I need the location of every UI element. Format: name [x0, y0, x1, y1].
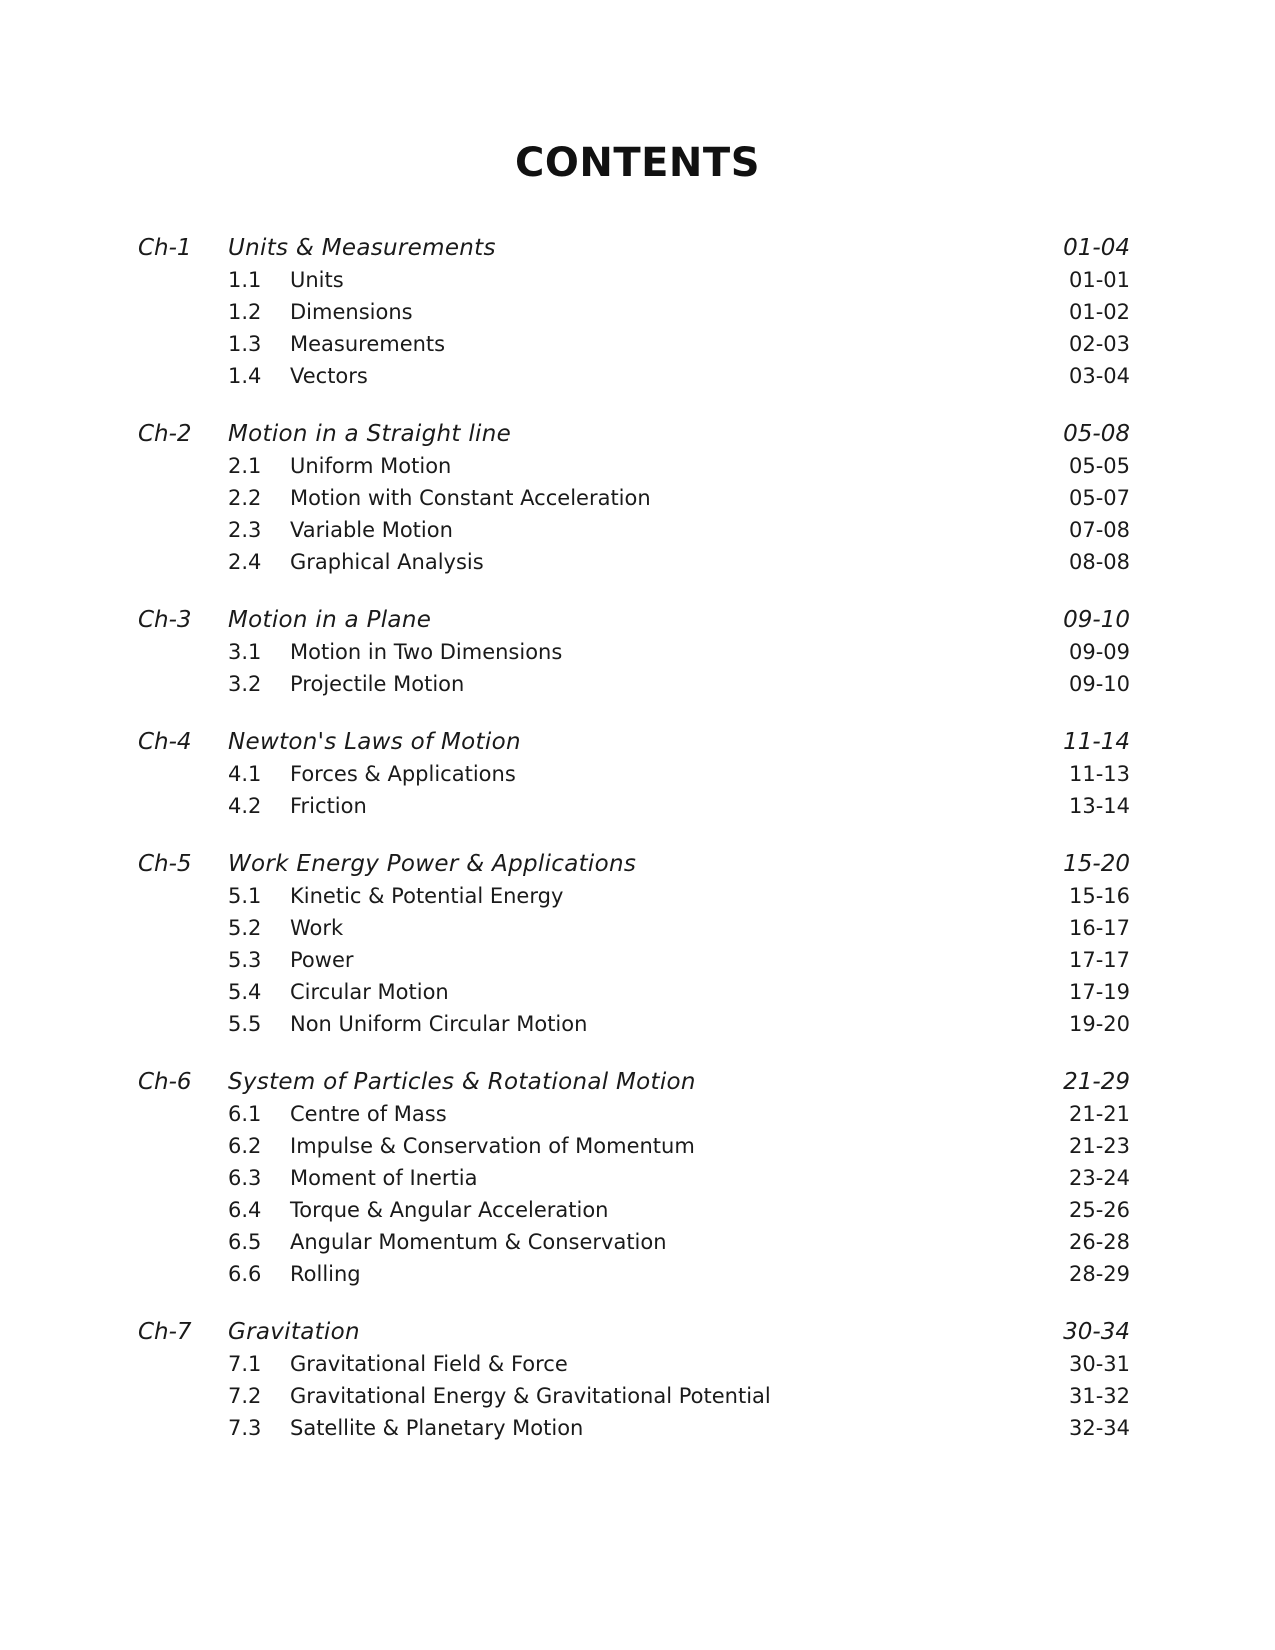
section-pages: 05-07	[1068, 486, 1130, 510]
section-number: 6.5	[228, 1230, 262, 1254]
section-pages: 31-32	[1068, 1384, 1130, 1408]
section-title: Circular Motion	[290, 980, 449, 1004]
chapter-number: Ch-2	[138, 421, 192, 447]
section-number: 1.2	[228, 300, 262, 324]
section-title: Impulse & Conservation of Momentum	[290, 1134, 695, 1158]
section-row[interactable]	[0, 668, 1275, 700]
section-row[interactable]	[0, 880, 1275, 912]
section-number: 7.1	[228, 1352, 262, 1376]
section-number: 3.2	[228, 672, 262, 696]
section-row[interactable]	[0, 1380, 1275, 1412]
chapter-row[interactable]	[0, 604, 1275, 636]
chapter-pages: 11-14	[1063, 729, 1130, 755]
chapter-pages: 05-08	[1063, 421, 1130, 447]
section-title: Dimensions	[290, 300, 413, 324]
section-row[interactable]	[0, 328, 1275, 360]
section-pages: 17-19	[1068, 980, 1130, 1004]
section-number: 5.1	[228, 884, 262, 908]
section-pages: 13-14	[1068, 794, 1130, 818]
section-title: Non Uniform Circular Motion	[290, 1012, 588, 1036]
section-number: 5.3	[228, 948, 262, 972]
section-title: Work	[290, 916, 344, 940]
section-row[interactable]	[0, 1162, 1275, 1194]
section-pages: 21-21	[1068, 1102, 1130, 1126]
section-row[interactable]	[0, 912, 1275, 944]
section-row[interactable]	[0, 1194, 1275, 1226]
chapter-block	[0, 1066, 1275, 1290]
section-title: Gravitational Field & Force	[290, 1352, 568, 1376]
section-row[interactable]	[0, 1258, 1275, 1290]
chapter-row[interactable]	[0, 1066, 1275, 1098]
section-pages: 15-16	[1068, 884, 1130, 908]
section-row[interactable]	[0, 790, 1275, 822]
section-number: 2.4	[228, 550, 262, 574]
section-title: Moment of Inertia	[290, 1166, 478, 1190]
section-number: 2.3	[228, 518, 262, 542]
section-number: 6.2	[228, 1134, 262, 1158]
section-pages: 23-24	[1068, 1166, 1130, 1190]
chapter-row[interactable]	[0, 232, 1275, 264]
section-row[interactable]	[0, 1226, 1275, 1258]
section-row[interactable]	[0, 546, 1275, 578]
section-row[interactable]	[0, 1098, 1275, 1130]
chapter-pages: 09-10	[1063, 607, 1130, 633]
section-row[interactable]	[0, 296, 1275, 328]
chapter-pages: 01-04	[1063, 235, 1130, 261]
section-pages: 30-31	[1068, 1352, 1130, 1376]
table-of-contents	[0, 232, 1275, 1470]
section-pages: 16-17	[1068, 916, 1130, 940]
chapter-title: System of Particles & Rotational Motion	[228, 1069, 696, 1095]
chapter-pages: 15-20	[1063, 851, 1130, 877]
section-number: 2.1	[228, 454, 262, 478]
chapter-number: Ch-6	[138, 1069, 192, 1095]
chapter-number: Ch-5	[138, 851, 192, 877]
section-title: Graphical Analysis	[290, 550, 484, 574]
section-title: Units	[290, 268, 344, 292]
section-number: 6.3	[228, 1166, 262, 1190]
section-title: Motion in Two Dimensions	[290, 640, 563, 664]
section-number: 6.1	[228, 1102, 262, 1126]
section-title: Vectors	[290, 364, 368, 388]
chapter-title: Work Energy Power & Applications	[228, 851, 637, 877]
section-pages: 09-10	[1068, 672, 1130, 696]
section-pages: 08-08	[1068, 550, 1130, 574]
section-title: Satellite & Planetary Motion	[290, 1416, 584, 1440]
chapter-pages: 21-29	[1063, 1069, 1130, 1095]
section-title: Uniform Motion	[290, 454, 452, 478]
section-title: Variable Motion	[290, 518, 453, 542]
chapter-title: Motion in a Straight line	[228, 421, 512, 447]
section-row[interactable]	[0, 758, 1275, 790]
section-pages: 26-28	[1068, 1230, 1130, 1254]
chapter-block	[0, 418, 1275, 578]
section-title: Kinetic & Potential Energy	[290, 884, 564, 908]
section-number: 1.4	[228, 364, 262, 388]
section-pages: 05-05	[1068, 454, 1130, 478]
chapter-number: Ch-7	[138, 1319, 192, 1345]
section-number: 3.1	[228, 640, 262, 664]
section-number: 4.2	[228, 794, 262, 818]
section-number: 2.2	[228, 486, 262, 510]
section-pages: 02-03	[1068, 332, 1130, 356]
chapter-pages: 30-34	[1063, 1319, 1130, 1345]
section-number: 4.1	[228, 762, 262, 786]
section-pages: 28-29	[1068, 1262, 1130, 1286]
section-number: 7.2	[228, 1384, 262, 1408]
section-number: 1.3	[228, 332, 262, 356]
chapter-block	[0, 604, 1275, 700]
section-pages: 19-20	[1068, 1012, 1130, 1036]
chapter-row[interactable]	[0, 1316, 1275, 1348]
chapter-block	[0, 1316, 1275, 1444]
section-number: 5.2	[228, 916, 262, 940]
section-pages: 03-04	[1068, 364, 1130, 388]
section-title: Power	[290, 948, 354, 972]
section-title: Friction	[290, 794, 367, 818]
section-row[interactable]	[0, 264, 1275, 296]
section-row[interactable]	[0, 514, 1275, 546]
section-title: Gravitational Energy & Gravitational Potential	[290, 1384, 771, 1408]
chapter-block	[0, 232, 1275, 392]
section-number: 6.4	[228, 1198, 262, 1222]
section-number: 7.3	[228, 1416, 262, 1440]
chapter-block	[0, 848, 1275, 1040]
chapter-title: Newton's Laws of Motion	[228, 729, 521, 755]
chapter-title: Gravitation	[228, 1319, 360, 1345]
section-title: Rolling	[290, 1262, 361, 1286]
section-row[interactable]	[0, 976, 1275, 1008]
section-row[interactable]	[0, 1008, 1275, 1040]
section-title: Angular Momentum & Conservation	[290, 1230, 667, 1254]
section-row[interactable]	[0, 1130, 1275, 1162]
chapter-title: Units & Measurements	[228, 235, 496, 261]
section-row[interactable]	[0, 482, 1275, 514]
section-pages: 21-23	[1068, 1134, 1130, 1158]
chapter-row[interactable]	[0, 848, 1275, 880]
section-pages: 07-08	[1068, 518, 1130, 542]
section-pages: 11-13	[1068, 762, 1130, 786]
section-title: Centre of Mass	[290, 1102, 447, 1126]
section-pages: 25-26	[1068, 1198, 1130, 1222]
section-row[interactable]	[0, 360, 1275, 392]
chapter-row[interactable]	[0, 726, 1275, 758]
chapter-number: Ch-3	[138, 607, 192, 633]
section-number: 5.5	[228, 1012, 262, 1036]
chapter-number: Ch-1	[138, 235, 192, 261]
section-number: 1.1	[228, 268, 262, 292]
section-pages: 01-01	[1068, 268, 1130, 292]
chapter-title: Motion in a Plane	[228, 607, 432, 633]
section-number: 6.6	[228, 1262, 262, 1286]
section-title: Measurements	[290, 332, 446, 356]
section-pages: 32-34	[1068, 1416, 1130, 1440]
chapter-block	[0, 726, 1275, 822]
chapter-number: Ch-4	[138, 729, 192, 755]
section-row[interactable]	[0, 1412, 1275, 1444]
section-title: Forces & Applications	[290, 762, 516, 786]
section-title: Projectile Motion	[290, 672, 465, 696]
section-pages: 01-02	[1068, 300, 1130, 324]
section-title: Torque & Angular Acceleration	[290, 1198, 609, 1222]
section-title: Motion with Constant Acceleration	[290, 486, 651, 510]
page-title: CONTENTS	[514, 140, 760, 186]
section-pages: 09-09	[1068, 640, 1130, 664]
chapter-row[interactable]	[0, 418, 1275, 450]
section-row[interactable]	[0, 944, 1275, 976]
section-row[interactable]	[0, 450, 1275, 482]
section-pages: 17-17	[1068, 948, 1130, 972]
section-number: 5.4	[228, 980, 262, 1004]
section-row[interactable]	[0, 636, 1275, 668]
section-row[interactable]	[0, 1348, 1275, 1380]
